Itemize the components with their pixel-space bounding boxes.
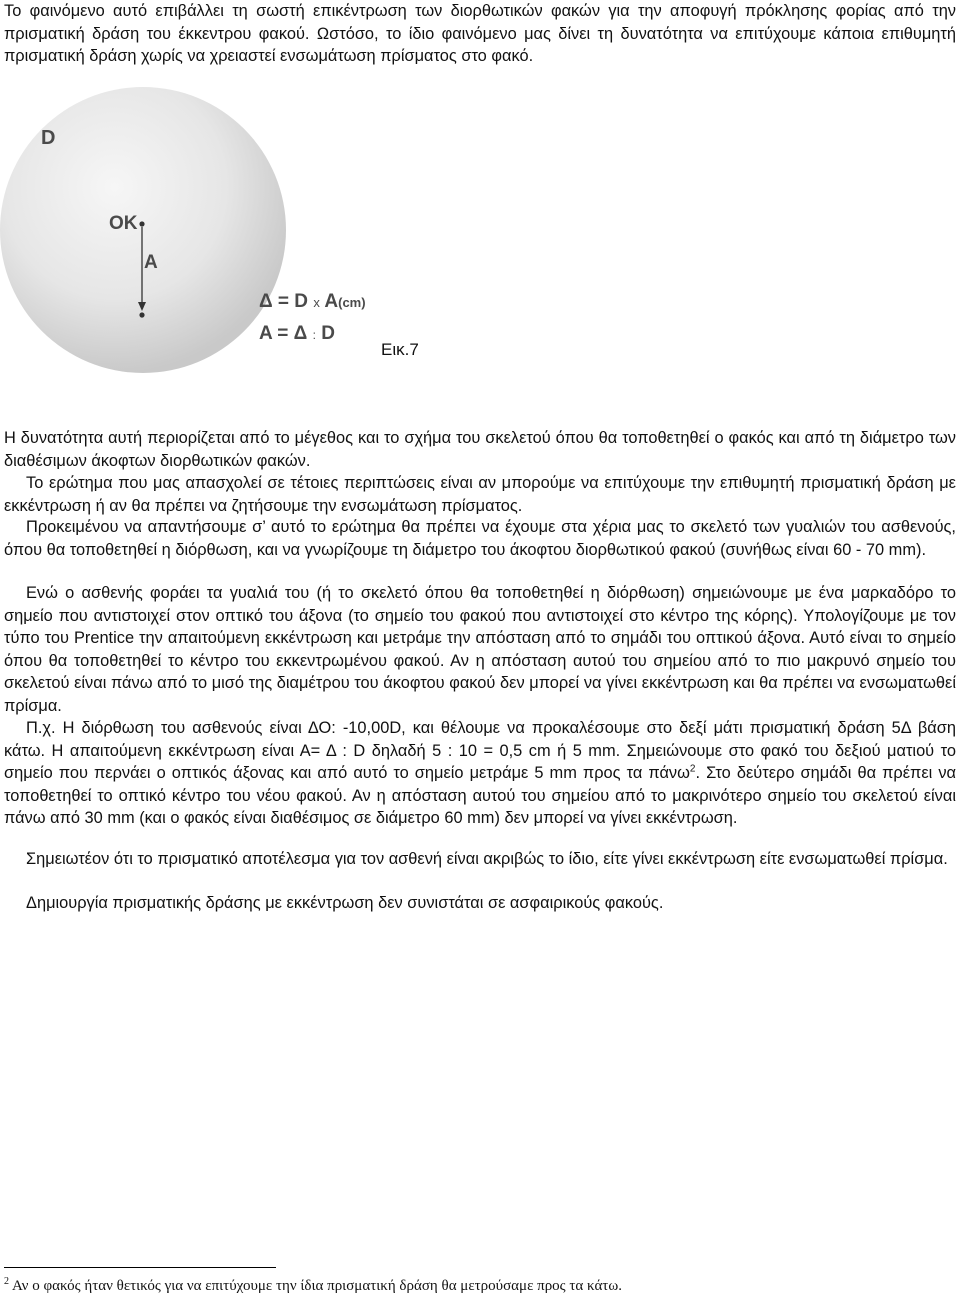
formula-1: Δ = D x A(cm) — [259, 291, 366, 312]
paragraph-4: Ενώ ο ασθενής φοράει τα γυαλιά του (ή το σκελετό όπου θα τοποθετηθεί η διόρθωση) σημειώνουμε με ένα μαρκαδόρο το σημείο που αντιστοιχεί στον οπτικό του άξονα (το σημείο του φακού που αντιστοιχεί στο κέντρο της κόρης). Υπολογίζουμε με τον τύπο του Prentice την απαιτούμενη εκκέντρωση και μετράμε την απόσταση από το σημάδι του οπτικού άξονα. Αυτό είναι το σημείο όπου θα τοποθετηθεί το κέντρο του εκκεντρωμένου φακού. Αν η απόσταση αυτού του σημείου από το πιο μακρυνό σημείο του σκελετού είναι πάνω από το μισό της διαμέτρου του άκοφτου φακού δεν μπορεί να γίνει εκκέντρωση και θα πρέπει να ενσωματωθεί πρίσμα. — [4, 584, 956, 715]
paragraph-6: Σημειωτέον ότι το πρισματικό αποτέλεσμα για τον ασθενή είναι ακριβώς το ίδιο, είτε γίνει εκκέντρωση είτε ενσωματωθεί πρίσμα. — [26, 850, 948, 868]
lens-diagram — [0, 80, 460, 380]
paragraph-7: Δημιουργία πρισματικής δράσης με εκκέντρωση δεν συνιστάται σε ασφαιρικούς φακούς. — [26, 894, 664, 912]
footnote-marker: 2 — [4, 1276, 9, 1287]
footnote-ref[interactable]: 2 — [689, 763, 696, 775]
figure-caption: Εικ.7 — [381, 340, 419, 359]
footnote-divider — [4, 1267, 276, 1268]
footnote — [4, 1276, 944, 1296]
label-d: D — [41, 127, 56, 149]
new-center-dot — [139, 312, 144, 317]
footnote-text: Αν ο φακός ήταν θετικός για να επιτύχουμε την ίδια πρισματική δράση θα μετρούσαμε προς τα κάτω. — [11, 1278, 622, 1294]
paragraph-5: Π.χ. Η διόρθωση του ασθενούς είναι ΔΟ: -10,00D, και θέλουμε να προκαλέσουμε στο δεξί μάτι πρισματική δράση 5Δ βάση κάτω. Η απαιτούμενη εκκέντρωση είναι Α= Δ : D δηλαδή 5 : 10 = 0,5 cm ή 5 mm. Σημειώνουμε στο φακό του δεξιού ματιού το σημείο που περνάει ο οπτικός άξονας και από αυτό το σημείο μετράμε 5 mm προς τα πάνω$^2$. Στο δεύτερο σημάδι θα πρέπει να τοποθετηθεί το οπτικό κέντρο του νέου φακού. Αν η απόσταση αυτού του σημείου από το μακρινότερο σημείο του σκελετού είναι πάνω από 30 mm (και ο φακός είναι διαθέσιμος σε διάμετρο 60 mm) δεν μπορεί να γίνει εκκέντρωση. — [4, 719, 957, 827]
formula-2: A = Δ : D — [259, 323, 335, 344]
intro-paragraph: Το φαινόμενο αυτό επιβάλλει τη σωστή επικέντρωση των διορθωτικών φακών για την αποφυγή πρόκλησης φορίας από την πρισματική δράση του έκκεντρου φακού. Ωστόσο, το ίδιο φαινόμενο μας δίνει τη δυνατότητα να επιτύχουμε κάποια επιθυμητή πρισματική δράση χωρίς να χρειαστεί ενσωμάτωση πρίσματος στο φακό. — [4, 2, 956, 65]
label-a: A — [144, 252, 158, 273]
paragraph-2: Το ερώτημα που μας απασχολεί σε τέτοιες περιπτώσεις είναι αν μπορούμε να επιτύχουμε την επιθυμητή πρισματική δράση με εκκέντρωση ή αν θα πρέπει να ζητήσουμε την ενσωμάτωση πρίσματος. — [4, 474, 956, 515]
label-ok: OK — [109, 213, 138, 234]
figure-lens-decentration — [0, 80, 460, 380]
paragraph-1: Η δυνατότητα αυτή περιορίζεται από το μέγεθος και το σχήμα του σκελετού όπου θα τοποθετηθεί ο φακός και από τη διάμετρο των διαθέσιμων άκοφτων διορθωτικών φακών. — [4, 429, 956, 470]
optical-center-dot — [139, 221, 144, 226]
paragraph-3: Προκειμένου να απαντήσουμε σ’ αυτό το ερώτημα θα πρέπει να έχουμε στα χέρια μας το σκελετό των γυαλιών του ασθενούς, όπου θα τοποθετηθεί η διόρθωση, και να γνωρίζουμε τη διάμετρο του άκοφτου διορθωτικού φακού (συνήθως είναι 60 - 70 mm). — [4, 518, 956, 559]
